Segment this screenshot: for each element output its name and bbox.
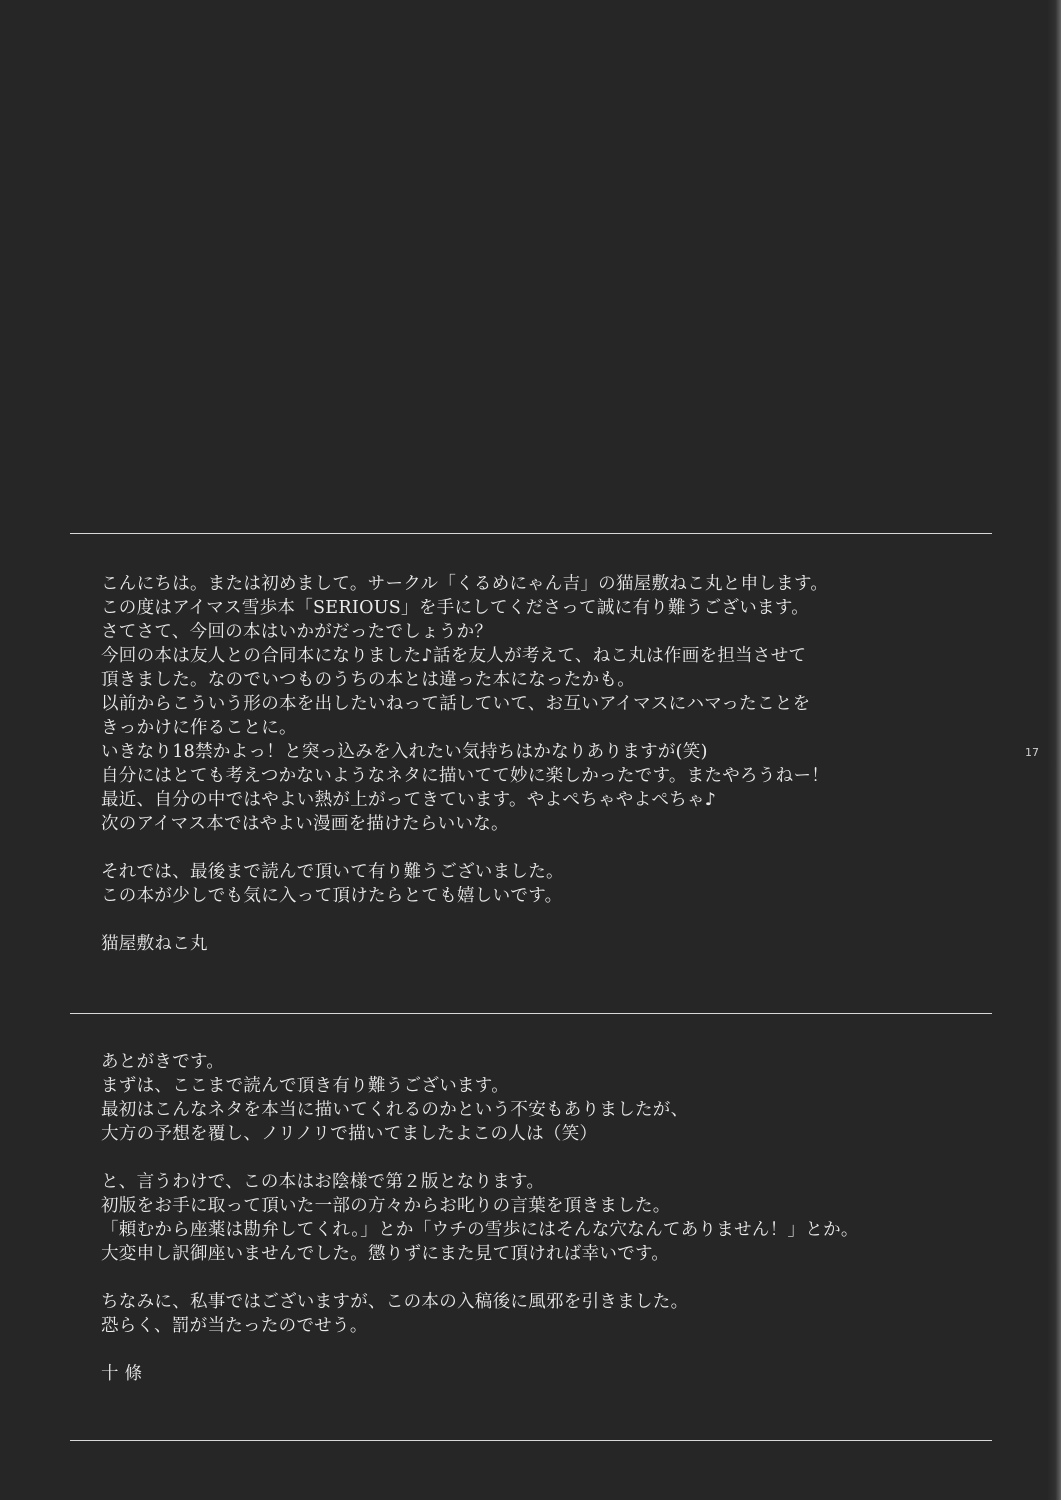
text-line: きっかけに作ることに。 xyxy=(101,718,297,738)
text-line: この度はアイマス雪歩本「SERIOUS」を手にしてくださって誠に有り難うございます。 xyxy=(101,598,810,618)
text-line: 大方の予想を覆し、ノリノリで描いてましたよこの人は（笑） xyxy=(101,1124,598,1144)
text-line: こんにちは。または初めまして。サークル「くるめにゃん吉」の猫屋敷ねこ丸と申します。 xyxy=(101,574,829,594)
text-line: ちなみに、私事ではございますが、この本の入稿後に風邪を引きました。 xyxy=(101,1292,689,1312)
paragraph-gap xyxy=(101,1338,981,1362)
text-line: まずは、ここまで読んで頂き有り難うございます。 xyxy=(101,1076,509,1096)
author-signature: 十 條 xyxy=(101,1364,143,1384)
paragraph-gap xyxy=(101,908,981,932)
divider-top xyxy=(70,533,992,534)
paragraph-gap xyxy=(101,1266,981,1290)
paragraph-gap xyxy=(101,836,981,860)
author-signature: 猫屋敷ねこ丸 xyxy=(101,934,208,954)
divider-bottom xyxy=(70,1440,992,1441)
text-line: 自分にはとても考えつかないようなネタに描いてて妙に楽しかったです。またやろうねー！ xyxy=(101,766,830,786)
text-line: いきなり18禁かよっ！と突っ込みを入れたい気持ちはかなりありますが(笑) xyxy=(101,742,708,762)
text-line: 大変申し訳御座いませんでした。懲りずにまた見て頂ければ幸いです。 xyxy=(101,1244,670,1264)
page-edge-shadow xyxy=(1047,0,1061,1500)
page-number: 17 xyxy=(1025,746,1039,759)
text-line: あとがきです。 xyxy=(101,1052,225,1072)
text-line: 頂きました。なのでいつものうちの本とは違った本になったかも。 xyxy=(101,670,635,690)
text-line: 今回の本は友人との合同本になりました♪話を友人が考えて、ねこ丸は作画を担当させて xyxy=(101,646,807,666)
text-line: 恐らく、罰が当たったのでせう。 xyxy=(101,1316,368,1336)
afterword-section-nekomaru xyxy=(101,572,981,956)
text-line: 初版をお手に取って頂いた一部の方々からお叱りの言葉を頂きました。 xyxy=(101,1196,671,1216)
text-line: 以前からこういう形の本を出したいねって話していて、お互いアイマスにハマったことを xyxy=(101,694,811,714)
paragraph-gap xyxy=(101,1146,981,1170)
text-line: それでは、最後まで読んで頂いて有り難うございました。 xyxy=(101,862,564,882)
text-line: 「頼むから座薬は勘弁してくれ。」とか「ウチの雪歩にはそんな穴なんてありません！」とか。 xyxy=(101,1220,859,1240)
afterword-section-jujo xyxy=(101,1050,981,1386)
text-line: この本が少しでも気に入って頂けたらとても嬉しいです。 xyxy=(101,886,563,906)
text-line: と、言うわけで、この本はお陰様で第２版となります。 xyxy=(101,1172,545,1192)
text-line: 次のアイマス本ではやよい漫画を描けたらいいな。 xyxy=(101,814,509,834)
text-line: 最初はこんなネタを本当に描いてくれるのかという不安もありましたが、 xyxy=(101,1100,689,1120)
text-line: 最近、自分の中ではやよい熱が上がってきています。やよぺちゃやよぺちゃ♪ xyxy=(101,790,717,810)
divider-middle xyxy=(70,1013,992,1014)
text-line: さてさて、今回の本はいかがだったでしょうか？ xyxy=(101,622,493,642)
